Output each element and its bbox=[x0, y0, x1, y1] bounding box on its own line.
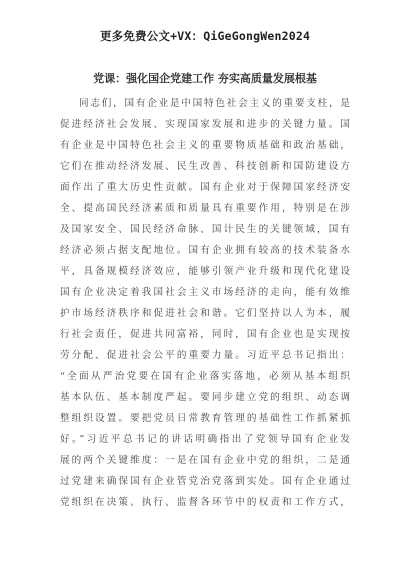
document-title: 党课：强化国企党建工作 夯实高质量发展根基 bbox=[93, 72, 317, 85]
body-line: 基本队伍、基本制度严起。要同步建立党的组织、动态调 bbox=[60, 392, 350, 403]
body-line: 好。”习近平总书记的讲话明确指出了党领导国有企业发 bbox=[60, 434, 350, 445]
body-line: 过党建来确保国有企业管党治党落到实处。国有企业通过 bbox=[60, 476, 350, 487]
body-line: 展的两个关键维度：一是在国有企业中党的组织，二是通 bbox=[60, 455, 350, 466]
promo-header: 更多免费公文+VX：QiGeGongWen2024 bbox=[99, 29, 311, 43]
body-line: 及国家安全、国民经济命脉、国计民生的关键领域，国有 bbox=[60, 224, 350, 235]
body-line: 面作出了重大历史性贡献。国有企业对于保障国家经济安 bbox=[60, 182, 350, 193]
body-line: 同志们，国有企业是中国特色社会主义的重要支柱，是 bbox=[79, 98, 350, 109]
body-line: 它们在推动经济发展、民生改善、科技创新和国防建设方 bbox=[60, 161, 350, 172]
document-body bbox=[60, 93, 350, 513]
body-line: 劳分配、促进社会公平的重要力量。习近平总书记指出： bbox=[60, 350, 350, 361]
body-line: 平，具备规模经济效应，能够引领产业升级和现代化建设 bbox=[60, 266, 350, 277]
body-line: 整组织设置。要把党员日常教育管理的基础性工作抓紧抓 bbox=[60, 413, 350, 424]
body-line: 有企业是中国特色社会主义的重要物质基础和政治基础， bbox=[60, 140, 350, 151]
body-line: “全面从严治党要在国有企业落实落地，必须从基本组织 bbox=[60, 371, 350, 382]
body-line: 经济必须占据支配地位。国有企业拥有较高的技术装备水 bbox=[60, 245, 350, 256]
body-line: 国有企业决定着我国社会主义市场经济的走向，能有效维 bbox=[60, 287, 350, 298]
body-line: 促进经济社会发展、实现国家发展和进步的关键力量。国 bbox=[60, 119, 350, 130]
body-line: 全、提高国民经济素质和质量具有重要作用，特别是在涉 bbox=[60, 203, 350, 214]
body-line: 护市场经济秩序和促进社会和谐。它们坚持以人为本，履 bbox=[60, 308, 350, 319]
body-line: 党组织在决策、执行、监督各环节中的权责和工作方式， bbox=[60, 497, 350, 508]
body-line: 行社会责任，促进共同富裕，同时，国有企业也是实现按 bbox=[60, 329, 350, 340]
